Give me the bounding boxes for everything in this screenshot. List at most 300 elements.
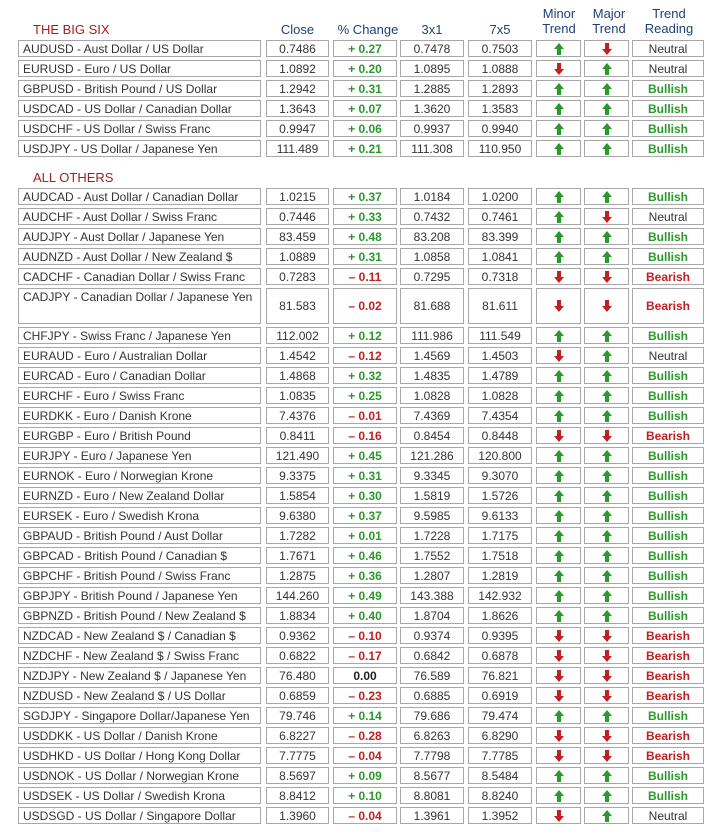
ma-7x5-value: 6.8290 [468, 727, 532, 744]
pct-change-value: + 0.36 [333, 567, 397, 584]
trend-reading-value: Neutral [632, 208, 704, 225]
arrow-down-icon [602, 211, 612, 223]
minor-trend-cell [536, 228, 581, 245]
arrow-down-icon [602, 43, 612, 55]
ma-3x1-value: 0.8454 [400, 427, 464, 444]
ma-3x1-value: 143.388 [400, 587, 464, 604]
arrow-down-icon [602, 271, 612, 283]
pair-name: GBPCHF - British Pound / Swiss Franc [18, 567, 261, 584]
arrow-up-icon [602, 510, 612, 522]
pct-change-value: + 0.12 [333, 327, 397, 344]
major-trend-cell [584, 387, 629, 404]
arrow-up-icon [602, 330, 612, 342]
trend-reading-value: Neutral [632, 40, 704, 57]
ma-3x1-value: 1.5819 [400, 487, 464, 504]
trend-reading-value: Bullish [632, 447, 704, 464]
close-value: 7.7775 [266, 747, 329, 764]
major-trend-cell [584, 767, 629, 784]
major-trend-cell [584, 407, 629, 424]
trend-reading-value: Bearish [632, 727, 704, 744]
ma-3x1-value: 9.5985 [400, 507, 464, 524]
major-trend-cell [584, 140, 629, 157]
minor-trend-cell [536, 120, 581, 137]
ma-3x1-value: 111.986 [400, 327, 464, 344]
ma-7x5-value: 142.932 [468, 587, 532, 604]
arrow-up-icon [554, 710, 564, 722]
pair-name: GBPCAD - British Pound / Canadian $ [18, 547, 261, 564]
arrow-up-icon [554, 570, 564, 582]
major-trend-cell [584, 120, 629, 137]
ma-3x1-value: 1.0184 [400, 188, 464, 205]
ma-7x5-value: 7.4354 [468, 407, 532, 424]
arrow-up-icon [602, 710, 612, 722]
arrow-up-icon [554, 790, 564, 802]
ma-7x5-value: 0.9395 [468, 627, 532, 644]
section-title-all-others: ALL OTHERS [33, 170, 114, 185]
section-title-big-six: THE BIG SIX [33, 22, 110, 37]
trend-reading-value: Bullish [632, 228, 704, 245]
arrow-up-icon [554, 43, 564, 55]
pair-name: USDCAD - US Dollar / Canadian Dollar [18, 100, 261, 117]
arrow-up-icon [554, 590, 564, 602]
close-value: 9.6380 [266, 507, 329, 524]
trend-reading-value: Bullish [632, 507, 704, 524]
pct-change-value: + 0.33 [333, 208, 397, 225]
minor-trend-cell [536, 627, 581, 644]
close-value: 1.8834 [266, 607, 329, 624]
minor-trend-cell [536, 727, 581, 744]
minor-trend-cell [536, 40, 581, 57]
pct-change-value: – 0.10 [333, 627, 397, 644]
close-value: 0.9947 [266, 120, 329, 137]
ma-7x5-value: 1.7175 [468, 527, 532, 544]
trend-reading-value: Bullish [632, 248, 704, 265]
ma-7x5-value: 1.3952 [468, 807, 532, 824]
ma-3x1-value: 0.6842 [400, 647, 464, 664]
arrow-up-icon [602, 590, 612, 602]
trend-reading-value: Bullish [632, 587, 704, 604]
major-trend-cell [584, 447, 629, 464]
ma-7x5-value: 76.821 [468, 667, 532, 684]
arrow-up-icon [602, 550, 612, 562]
major-trend-cell [584, 567, 629, 584]
arrow-up-icon [554, 550, 564, 562]
arrow-down-icon [554, 730, 564, 742]
ma-3x1-value: 1.8704 [400, 607, 464, 624]
major-trend-cell [584, 248, 629, 265]
arrow-down-icon [602, 670, 612, 682]
arrow-up-icon [602, 570, 612, 582]
arrow-up-icon [554, 251, 564, 263]
pct-change-value: + 0.48 [333, 228, 397, 245]
minor-trend-cell [536, 387, 581, 404]
ma-7x5-value: 79.474 [468, 707, 532, 724]
ma-3x1-value: 1.4569 [400, 347, 464, 364]
major-trend-cell [584, 467, 629, 484]
minor-trend-cell [536, 687, 581, 704]
ma-7x5-value: 1.4503 [468, 347, 532, 364]
col-header-close: Close [280, 22, 315, 37]
pair-name: EURCHF - Euro / Swiss Franc [18, 387, 261, 404]
close-value: 1.7671 [266, 547, 329, 564]
col-header-major-trend: Major Trend [592, 6, 626, 36]
arrow-up-icon [602, 191, 612, 203]
trend-reading-value: Bullish [632, 367, 704, 384]
arrow-up-icon [602, 490, 612, 502]
col-header-trend-reading: Trend Reading [644, 6, 694, 36]
arrow-up-icon [554, 123, 564, 135]
close-value: 1.0215 [266, 188, 329, 205]
ma-7x5-value: 1.2819 [468, 567, 532, 584]
major-trend-cell [584, 188, 629, 205]
close-value: 7.4376 [266, 407, 329, 424]
pair-name: AUDNZD - Aust Dollar / New Zealand $ [18, 248, 261, 265]
pair-name: NZDJPY - New Zealand $ / Japanese Yen [18, 667, 261, 684]
minor-trend-cell [536, 487, 581, 504]
close-value: 79.746 [266, 707, 329, 724]
pct-change-value: + 0.30 [333, 487, 397, 504]
close-value: 0.9362 [266, 627, 329, 644]
major-trend-cell [584, 228, 629, 245]
close-value: 1.4542 [266, 347, 329, 364]
trend-reading-value: Neutral [632, 347, 704, 364]
pct-change-value: – 0.12 [333, 347, 397, 364]
ma-7x5-value: 9.6133 [468, 507, 532, 524]
close-value: 83.459 [266, 228, 329, 245]
minor-trend-cell [536, 647, 581, 664]
ma-3x1-value: 121.286 [400, 447, 464, 464]
ma-7x5-value: 0.6919 [468, 687, 532, 704]
pct-change-value: – 0.04 [333, 747, 397, 764]
minor-trend-cell [536, 747, 581, 764]
trend-reading-value: Bearish [632, 627, 704, 644]
minor-trend-cell [536, 767, 581, 784]
ma-3x1-value: 79.686 [400, 707, 464, 724]
arrow-up-icon [602, 231, 612, 243]
pct-change-value: + 0.20 [333, 60, 397, 77]
ma-7x5-value: 110.950 [468, 140, 532, 157]
arrow-up-icon [602, 350, 612, 362]
major-trend-cell [584, 507, 629, 524]
major-trend-cell [584, 707, 629, 724]
ma-7x5-value: 9.3070 [468, 467, 532, 484]
close-value: 1.2875 [266, 567, 329, 584]
col-header-pct-change: % Change [337, 22, 399, 37]
close-value: 81.583 [266, 288, 329, 324]
arrow-up-icon [602, 103, 612, 115]
ma-7x5-value: 0.7503 [468, 40, 532, 57]
ma-7x5-value: 1.0200 [468, 188, 532, 205]
pct-change-value: + 0.49 [333, 587, 397, 604]
pair-name: EURJPY - Euro / Japanese Yen [18, 447, 261, 464]
major-trend-cell [584, 80, 629, 97]
ma-7x5-value: 1.4789 [468, 367, 532, 384]
minor-trend-cell [536, 268, 581, 285]
major-trend-cell [584, 60, 629, 77]
ma-7x5-value: 8.5484 [468, 767, 532, 784]
trend-reading-value: Bullish [632, 327, 704, 344]
close-value: 8.5697 [266, 767, 329, 784]
trend-reading-value: Neutral [632, 807, 704, 824]
arrow-down-icon [602, 750, 612, 762]
arrow-up-icon [554, 370, 564, 382]
arrow-up-icon [554, 103, 564, 115]
arrow-down-icon [554, 650, 564, 662]
arrow-up-icon [554, 143, 564, 155]
major-trend-cell [584, 627, 629, 644]
pair-name: EURNZD - Euro / New Zealand Dollar [18, 487, 261, 504]
trend-reading-value: Bullish [632, 120, 704, 137]
arrow-up-icon [554, 610, 564, 622]
pair-name: USDSGD - US Dollar / Singapore Dollar [18, 807, 261, 824]
ma-7x5-value: 1.0888 [468, 60, 532, 77]
ma-3x1-value: 111.308 [400, 140, 464, 157]
close-value: 1.3960 [266, 807, 329, 824]
pct-change-value: + 0.06 [333, 120, 397, 137]
major-trend-cell [584, 747, 629, 764]
trend-reading-value: Bearish [632, 647, 704, 664]
arrow-up-icon [602, 123, 612, 135]
ma-3x1-value: 0.9374 [400, 627, 464, 644]
ma-7x5-value: 1.2893 [468, 80, 532, 97]
arrow-down-icon [602, 430, 612, 442]
pct-change-value: + 0.31 [333, 80, 397, 97]
trend-reading-value: Bearish [632, 687, 704, 704]
close-value: 1.0835 [266, 387, 329, 404]
pct-change-value: + 0.37 [333, 188, 397, 205]
pct-change-value: – 0.11 [333, 268, 397, 285]
ma-3x1-value: 8.5677 [400, 767, 464, 784]
pair-name: GBPNZD - British Pound / New Zealand $ [18, 607, 261, 624]
pct-change-value: + 0.10 [333, 787, 397, 804]
minor-trend-cell [536, 188, 581, 205]
minor-trend-cell [536, 807, 581, 824]
pair-name: AUDCAD - Aust Dollar / Canadian Dollar [18, 188, 261, 205]
ma-7x5-value: 0.8448 [468, 427, 532, 444]
arrow-down-icon [554, 63, 564, 75]
major-trend-cell [584, 547, 629, 564]
pair-name: GBPUSD - British Pound / US Dollar [18, 80, 261, 97]
arrow-down-icon [602, 300, 612, 312]
ma-3x1-value: 7.4369 [400, 407, 464, 424]
pair-name: NZDCAD - New Zealand $ / Canadian $ [18, 627, 261, 644]
pair-name: USDDKK - US Dollar / Danish Krone [18, 727, 261, 744]
arrow-up-icon [554, 211, 564, 223]
ma-3x1-value: 9.3345 [400, 467, 464, 484]
ma-7x5-value: 111.549 [468, 327, 532, 344]
close-value: 0.7283 [266, 268, 329, 285]
ma-7x5-value: 1.0828 [468, 387, 532, 404]
ma-3x1-value: 1.7228 [400, 527, 464, 544]
ma-3x1-value: 1.2807 [400, 567, 464, 584]
arrow-up-icon [602, 770, 612, 782]
pair-name: USDJPY - US Dollar / Japanese Yen [18, 140, 261, 157]
major-trend-cell [584, 527, 629, 544]
pct-change-value: – 0.17 [333, 647, 397, 664]
trend-reading-value: Bullish [632, 407, 704, 424]
ma-3x1-value: 1.3961 [400, 807, 464, 824]
pct-change-value: + 0.37 [333, 507, 397, 524]
ma-7x5-value: 0.6878 [468, 647, 532, 664]
pair-name: CHFJPY - Swiss Franc / Japanese Yen [18, 327, 261, 344]
arrow-up-icon [602, 450, 612, 462]
minor-trend-cell [536, 707, 581, 724]
ma-3x1-value: 6.8263 [400, 727, 464, 744]
pair-name: AUDJPY - Aust Dollar / Japanese Yen [18, 228, 261, 245]
pair-name: EURGBP - Euro / British Pound [18, 427, 261, 444]
pct-change-value: + 0.40 [333, 607, 397, 624]
pair-name: EURCAD - Euro / Canadian Dollar [18, 367, 261, 384]
ma-7x5-value: 81.611 [468, 288, 532, 324]
trend-reading-value: Bearish [632, 747, 704, 764]
trend-reading-value: Bullish [632, 387, 704, 404]
arrow-down-icon [554, 670, 564, 682]
arrow-down-icon [554, 750, 564, 762]
ma-7x5-value: 1.0841 [468, 248, 532, 265]
close-value: 1.0892 [266, 60, 329, 77]
ma-3x1-value: 81.688 [400, 288, 464, 324]
minor-trend-cell [536, 100, 581, 117]
close-value: 1.0889 [266, 248, 329, 265]
trend-reading-value: Bullish [632, 487, 704, 504]
arrow-up-icon [602, 63, 612, 75]
ma-3x1-value: 1.0858 [400, 248, 464, 265]
pct-change-value: – 0.01 [333, 407, 397, 424]
ma-3x1-value: 0.6885 [400, 687, 464, 704]
close-value: 144.260 [266, 587, 329, 604]
pair-name: EURAUD - Euro / Australian Dollar [18, 347, 261, 364]
minor-trend-cell [536, 80, 581, 97]
major-trend-cell [584, 647, 629, 664]
major-trend-cell [584, 288, 629, 324]
major-trend-cell [584, 427, 629, 444]
minor-trend-cell [536, 347, 581, 364]
trend-reading-value: Bullish [632, 707, 704, 724]
major-trend-cell [584, 268, 629, 285]
table-header [0, 6, 713, 40]
arrow-down-icon [554, 350, 564, 362]
close-value: 0.6822 [266, 647, 329, 664]
major-trend-cell [584, 487, 629, 504]
pair-name: AUDCHF - Aust Dollar / Swiss Franc [18, 208, 261, 225]
close-value: 0.7486 [266, 40, 329, 57]
pct-change-value: + 0.27 [333, 40, 397, 57]
arrow-up-icon [602, 790, 612, 802]
ma-3x1-value: 1.4835 [400, 367, 464, 384]
ma-3x1-value: 0.7295 [400, 268, 464, 285]
pair-name: EURNOK - Euro / Norwegian Krone [18, 467, 261, 484]
ma-3x1-value: 8.8081 [400, 787, 464, 804]
ma-3x1-value: 1.7552 [400, 547, 464, 564]
ma-7x5-value: 0.7461 [468, 208, 532, 225]
minor-trend-cell [536, 140, 581, 157]
arrow-up-icon [554, 83, 564, 95]
close-value: 0.7446 [266, 208, 329, 225]
pct-change-value: + 0.07 [333, 100, 397, 117]
trend-reading-value: Neutral [632, 60, 704, 77]
major-trend-cell [584, 687, 629, 704]
trend-reading-value: Bullish [632, 567, 704, 584]
pair-name: CADCHF - Canadian Dollar / Swiss Franc [18, 268, 261, 285]
arrow-up-icon [554, 490, 564, 502]
trend-reading-value: Bearish [632, 268, 704, 285]
close-value: 111.489 [266, 140, 329, 157]
pair-name: NZDCHF - New Zealand $ / Swiss Franc [18, 647, 261, 664]
ma-7x5-value: 1.7518 [468, 547, 532, 564]
arrow-down-icon [602, 650, 612, 662]
minor-trend-cell [536, 248, 581, 265]
pct-change-value: + 0.46 [333, 547, 397, 564]
arrow-down-icon [554, 810, 564, 822]
arrow-up-icon [602, 370, 612, 382]
ma-7x5-value: 0.7318 [468, 268, 532, 285]
ma-7x5-value: 1.5726 [468, 487, 532, 504]
close-value: 76.480 [266, 667, 329, 684]
minor-trend-cell [536, 447, 581, 464]
minor-trend-cell [536, 607, 581, 624]
pct-change-value: + 0.09 [333, 767, 397, 784]
ma-7x5-value: 83.399 [468, 228, 532, 245]
ma-3x1-value: 7.7798 [400, 747, 464, 764]
major-trend-cell [584, 667, 629, 684]
major-trend-cell [584, 367, 629, 384]
col-header-3x1: 3x1 [421, 22, 443, 37]
pct-change-value: – 0.02 [333, 288, 397, 324]
pair-name: USDCHF - US Dollar / Swiss Franc [18, 120, 261, 137]
pair-name: EURDKK - Euro / Danish Krone [18, 407, 261, 424]
col-header-minor-trend: Minor Trend [542, 6, 576, 36]
major-trend-cell [584, 327, 629, 344]
col-header-7x5: 7x5 [489, 22, 511, 37]
pair-name: CADJPY - Canadian Dollar / Japanese Yen [18, 288, 261, 324]
arrow-down-icon [554, 300, 564, 312]
major-trend-cell [584, 587, 629, 604]
pct-change-value: – 0.23 [333, 687, 397, 704]
trend-reading-value: Bullish [632, 100, 704, 117]
arrow-up-icon [554, 390, 564, 402]
arrow-down-icon [602, 690, 612, 702]
arrow-down-icon [554, 690, 564, 702]
arrow-down-icon [554, 271, 564, 283]
arrow-up-icon [554, 510, 564, 522]
pair-name: EURUSD - Euro / US Dollar [18, 60, 261, 77]
pair-name: NZDUSD - New Zealand $ / US Dollar [18, 687, 261, 704]
major-trend-cell [584, 347, 629, 364]
arrow-up-icon [602, 143, 612, 155]
arrow-up-icon [554, 530, 564, 542]
trend-reading-value: Bullish [632, 188, 704, 205]
pct-change-value: + 0.32 [333, 367, 397, 384]
minor-trend-cell [536, 467, 581, 484]
major-trend-cell [584, 208, 629, 225]
ma-3x1-value: 1.2885 [400, 80, 464, 97]
pct-change-value: + 0.01 [333, 527, 397, 544]
close-value: 9.3375 [266, 467, 329, 484]
minor-trend-cell [536, 587, 581, 604]
trend-reading-value: Bullish [632, 140, 704, 157]
minor-trend-cell [536, 327, 581, 344]
arrow-down-icon [602, 630, 612, 642]
ma-3x1-value: 83.208 [400, 228, 464, 245]
ma-7x5-value: 0.9940 [468, 120, 532, 137]
close-value: 1.5854 [266, 487, 329, 504]
ma-7x5-value: 120.800 [468, 447, 532, 464]
ma-3x1-value: 76.589 [400, 667, 464, 684]
minor-trend-cell [536, 667, 581, 684]
ma-7x5-value: 7.7785 [468, 747, 532, 764]
trend-reading-value: Bullish [632, 547, 704, 564]
arrow-up-icon [554, 410, 564, 422]
